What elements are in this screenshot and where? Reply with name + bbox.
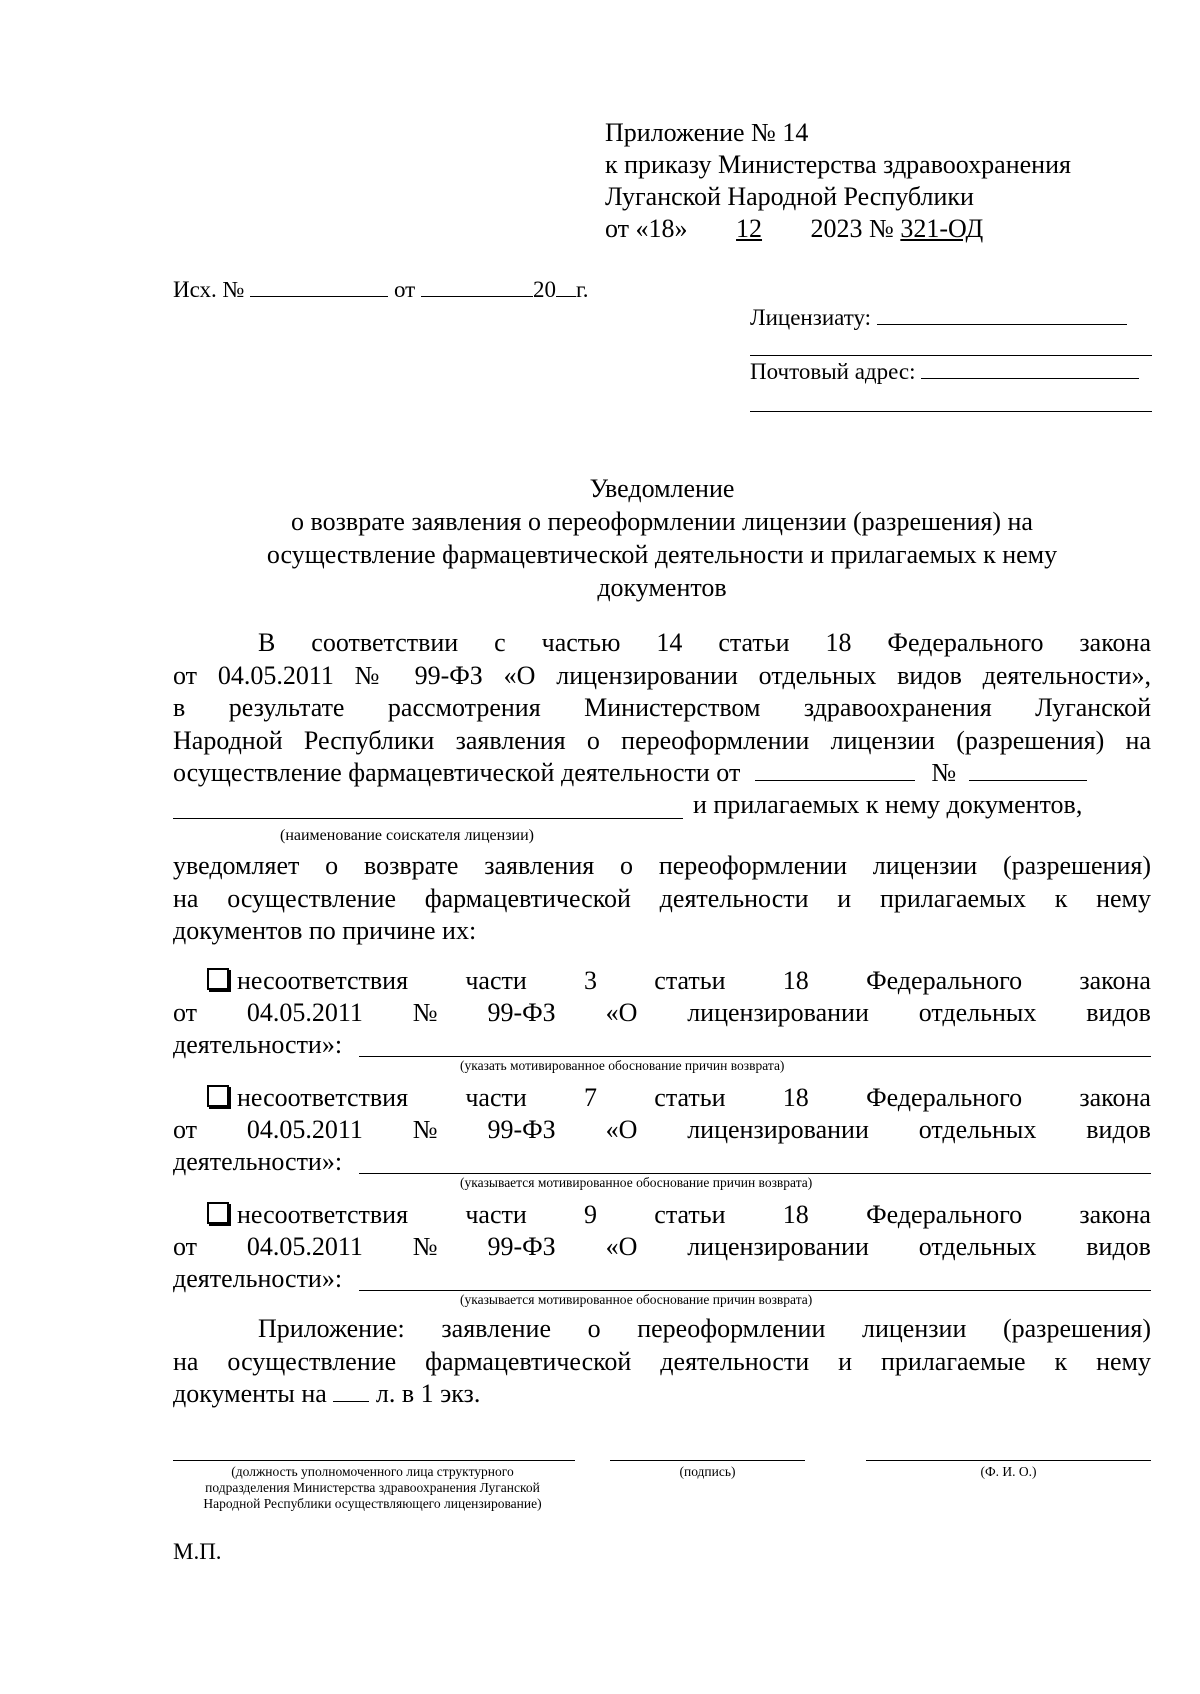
law-word: 04.05.2011 xyxy=(246,1232,363,1261)
law-word: № xyxy=(412,998,438,1027)
law-word: «О xyxy=(605,1115,638,1144)
reason-1-line-2 xyxy=(173,997,1151,1029)
position-caption: (должность уполномоченного лица структурного подразделения Министерства здравоохранения Луганской Народной Республики осуществляющего лицензирование) xyxy=(203,1464,542,1511)
appendix-line-2: к приказу Министерства здравоохранения xyxy=(605,150,1071,179)
application-number-field[interactable] xyxy=(969,779,1087,781)
attachment-prefix: документы на xyxy=(173,1379,327,1408)
reason-word: Федерального xyxy=(866,1083,1023,1112)
outgoing-number-line xyxy=(173,276,589,304)
reason-word: статьи xyxy=(654,1083,726,1112)
reason-3-checkbox[interactable] xyxy=(207,1202,229,1224)
notice-subtitle-1: о возврате заявления о переоформлении лицензии (разрешения) на xyxy=(291,507,1033,536)
reason-word: статьи xyxy=(654,966,726,995)
outgoing-label: Исх. № xyxy=(173,277,245,302)
p1-line-6: и прилагаемых к нему документов, xyxy=(693,790,1083,819)
reason-word: 18 xyxy=(782,1083,809,1112)
signature-caption: (подпись) xyxy=(679,1464,736,1479)
reason-2-checkbox[interactable] xyxy=(207,1085,229,1107)
address-label: Почтовый адрес: xyxy=(750,359,916,384)
reason-word: 18 xyxy=(782,1200,809,1229)
full-name-caption: (Ф. И. О.) xyxy=(980,1464,1037,1479)
reason-3-justification-field[interactable] xyxy=(359,1290,1151,1291)
date-month: 12 xyxy=(736,214,763,243)
attachment-paragraph xyxy=(173,1313,1151,1378)
reason-2-line-1 xyxy=(173,1082,1151,1114)
outgoing-date-field[interactable] xyxy=(421,295,533,297)
law-word: лицензировании xyxy=(687,1232,869,1261)
attachment-line-2: на осуществление фармацевтической деятельности и прилагаемые к нему xyxy=(173,1346,1151,1376)
law-word: № xyxy=(412,1115,438,1144)
reason-1-checkbox[interactable] xyxy=(207,968,229,990)
outgoing-year: 20 xyxy=(532,277,556,302)
law-word: лицензировании xyxy=(687,998,869,1027)
appendix-date-line xyxy=(605,213,983,245)
reason-3-line-1 xyxy=(173,1199,1151,1231)
attachment-suffix: л. в 1 экз. xyxy=(375,1379,481,1408)
licensee-field[interactable] xyxy=(877,323,1127,325)
outgoing-year-suffix: г. xyxy=(575,277,589,302)
reason-1-line-1 xyxy=(173,965,1151,997)
p1-line-4: Народной Республики заявления о переоформлении лицензии (разрешения) на xyxy=(173,725,1151,755)
licensee-label: Лицензиату: xyxy=(750,305,872,330)
reason-word: 3 xyxy=(584,966,598,995)
reason-3-line-2 xyxy=(173,1231,1151,1263)
reason-word: несоответствия xyxy=(237,1200,409,1229)
law-word: «О xyxy=(605,1232,638,1261)
law-word: от xyxy=(173,1232,198,1261)
p1-line-5 xyxy=(173,757,1087,789)
law-word: видов xyxy=(1086,1232,1151,1261)
reason-word: 18 xyxy=(782,966,809,995)
p1-line-1: В соответствии с частью 14 статьи 18 Федерального закона xyxy=(258,628,1151,657)
address-field[interactable] xyxy=(921,377,1139,379)
reason-2-justification-field[interactable] xyxy=(359,1173,1151,1174)
reason-word: Федерального xyxy=(866,1200,1023,1229)
reason-2-caption: (указывается мотивированное обоснование причин возврата) xyxy=(460,1175,813,1190)
p1-line-3: в результате рассмотрения Министерством здравоохранения Луганской xyxy=(173,693,1151,722)
reason-word: части xyxy=(465,1083,527,1112)
law-word: 99-ФЗ xyxy=(487,1232,556,1261)
law-word: «О xyxy=(605,998,638,1027)
reason-word: несоответствия xyxy=(237,966,409,995)
reason-1-justification-field[interactable] xyxy=(359,1056,1151,1057)
reason-word: 7 xyxy=(584,1083,598,1112)
reason-1-activity-label: деятельности»: xyxy=(173,1030,343,1059)
notice-subtitle-2: осуществление фармацевтической деятельности и прилагаемых к нему xyxy=(266,540,1058,569)
law-word: видов xyxy=(1086,1115,1151,1144)
reason-3-checkbox-group xyxy=(207,1199,408,1231)
p1-line-2: от 04.05.2011 № 99-ФЗ «О лицензировании отдельных видов деятельности», xyxy=(173,660,1151,690)
date-prefix: от «18» xyxy=(605,214,688,243)
applicant-caption: (наименование соискателя лицензии) xyxy=(280,827,534,844)
reason-3-caption: (указывается мотивированное обоснование причин возврата) xyxy=(460,1292,813,1307)
paragraph-1 xyxy=(173,627,1151,757)
law-word: 04.05.2011 xyxy=(246,1115,363,1144)
notice-title: Уведомление xyxy=(589,474,735,503)
reason-word: закона xyxy=(1079,1200,1151,1229)
address-line xyxy=(750,358,1139,386)
reason-word: закона xyxy=(1079,966,1151,995)
stamp-label: М.П. xyxy=(173,1539,222,1564)
full-name-field[interactable] xyxy=(866,1460,1151,1461)
outgoing-year-field[interactable] xyxy=(556,295,576,297)
attachment-pages-field[interactable] xyxy=(333,1400,369,1402)
reason-word: 9 xyxy=(584,1200,598,1229)
notice-subtitle-3: документов xyxy=(597,573,727,602)
application-date-field[interactable] xyxy=(755,779,915,781)
reason-word: закона xyxy=(1079,1083,1151,1112)
date-year: 2023 № xyxy=(810,214,894,243)
licensee-line xyxy=(750,304,1127,332)
order-number: 321-ОД xyxy=(900,214,984,243)
reason-1-checkbox-group xyxy=(207,965,408,997)
law-word: 99-ФЗ xyxy=(487,1115,556,1144)
reason-1-caption: (указать мотивированное обоснование причин возврата) xyxy=(460,1058,785,1073)
reason-2-line-2 xyxy=(173,1114,1151,1146)
outgoing-from: от xyxy=(393,277,416,302)
law-word: № xyxy=(412,1232,438,1261)
law-word: 99-ФЗ xyxy=(487,998,556,1027)
applicant-name-field[interactable] xyxy=(173,818,683,819)
outgoing-number-field[interactable] xyxy=(250,295,388,297)
position-field[interactable] xyxy=(173,1460,575,1461)
p1-line-5-text: осуществление фармацевтической деятельности от xyxy=(173,758,741,787)
p2-line-2: на осуществление фармацевтической деятельности и прилагаемых к нему xyxy=(173,883,1151,913)
law-word: 04.05.2011 xyxy=(246,998,363,1027)
law-word: лицензировании xyxy=(687,1115,869,1144)
p2-line-1: уведомляет о возврате заявления о переоформлении лицензии (разрешения) xyxy=(173,851,1151,880)
reason-2-activity-label: деятельности»: xyxy=(173,1147,343,1176)
reason-word: Федерального xyxy=(866,966,1023,995)
attachment-line-3 xyxy=(173,1378,480,1410)
law-word: отдельных xyxy=(918,1115,1037,1144)
reason-3-activity-label: деятельности»: xyxy=(173,1264,343,1293)
p2-line-3: документов по причине их: xyxy=(173,916,477,945)
licensee-field-line-2[interactable] xyxy=(750,355,1152,356)
law-word: отдельных xyxy=(918,1232,1037,1261)
paragraph-2 xyxy=(173,850,1151,915)
signature-field[interactable] xyxy=(610,1460,805,1461)
reason-word: части xyxy=(465,966,527,995)
reason-2-checkbox-group xyxy=(207,1082,408,1114)
reason-word: несоответствия xyxy=(237,1083,409,1112)
appendix-line-1: Приложение № 14 xyxy=(605,118,809,147)
address-field-line-2[interactable] xyxy=(750,411,1152,412)
attachment-line-1: Приложение: заявление о переоформлении лицензии (разрешения) xyxy=(258,1314,1151,1343)
law-word: от xyxy=(173,1115,198,1144)
p1-line-5-no: № xyxy=(931,758,957,787)
reason-word: статьи xyxy=(654,1200,726,1229)
reason-word: части xyxy=(465,1200,527,1229)
law-word: отдельных xyxy=(918,998,1037,1027)
law-word: видов xyxy=(1086,998,1151,1027)
appendix-line-3: Луганской Народной Республики xyxy=(605,182,974,211)
law-word: от xyxy=(173,998,198,1027)
